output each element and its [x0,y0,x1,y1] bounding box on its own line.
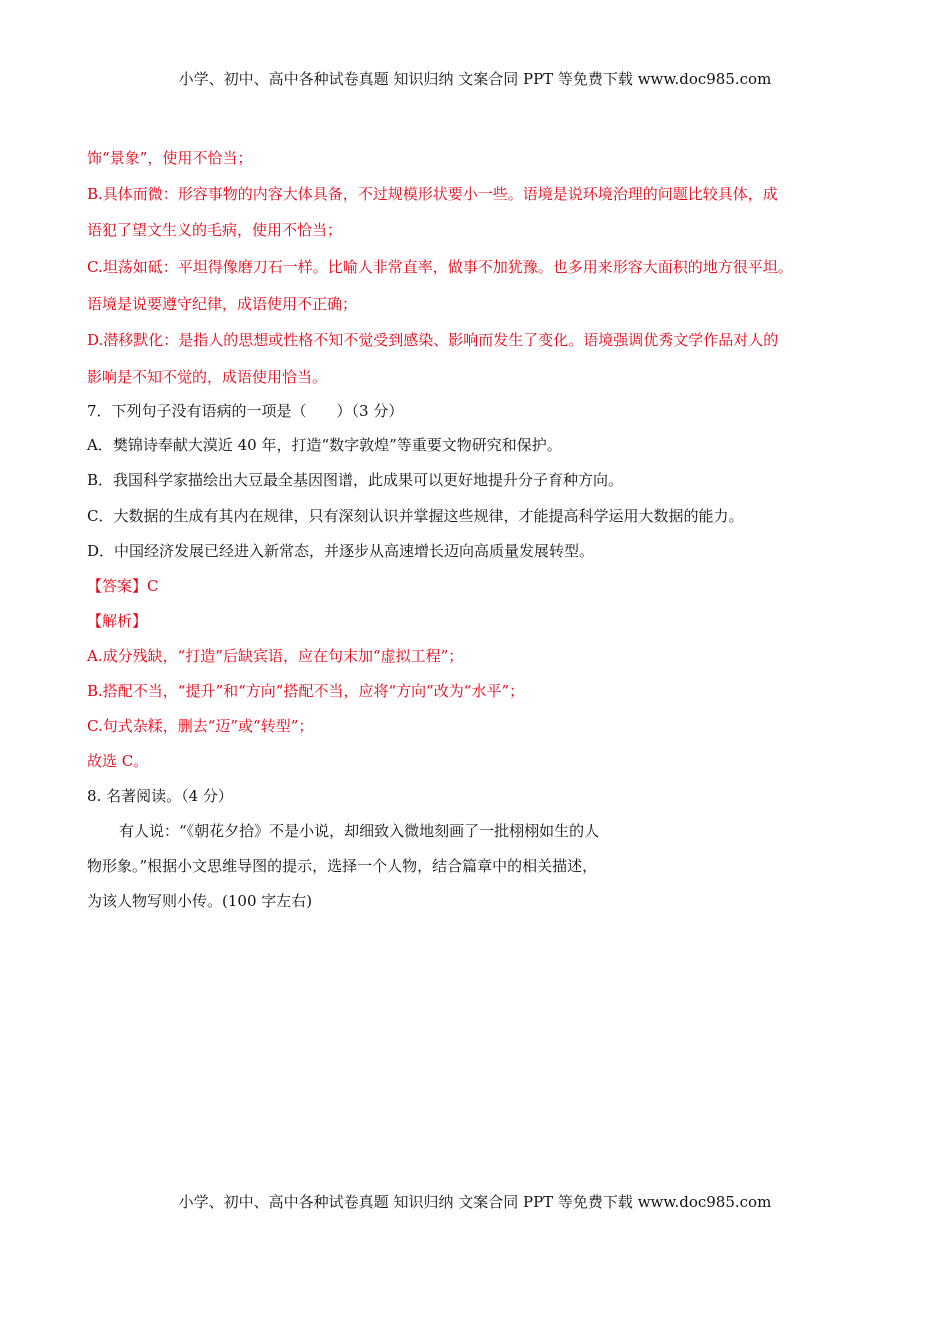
page-header: 小学、初中、高中各种试卷真题 知识归纳 文案合同 PPT 等免费下载 www.doc985.com [178,70,772,88]
option-d: D．中国经济发展已经进入新常态，并逐步从高速增长迈向高质量发展转型。 [87,542,595,560]
text-line: B.具体而微：形容事物的内容大体具备，不过规模形状要小一些。语境是说环境治理的问题比较具体，成 [87,185,778,203]
analysis-line: B.搭配不当，“提升”和“方向”搭配不当，应将“方向”改为“水平”； [87,682,525,700]
text-line: 饰“景象”，使用不恰当； [87,149,253,167]
passage-line: 为该人物写则小传。(100 字左右) [87,892,313,910]
answer-label: 【答案】C [87,577,159,595]
analysis-label: 【解析】 [87,612,148,630]
passage-line: 物形象。”根据小文思维导图的提示，选择一个人物，结合篇章中的相关描述， [87,857,598,875]
passage-line: 有人说：“《朝花夕拾》不是小说，却细致入微地刻画了一批栩栩如生的人 [119,822,600,840]
text-line: C.坦荡如砥：平坦得像磨刀石一样。比喻人非常直率，做事不加犹豫。也多用来形容大面积的地方很平坦。 [87,258,793,276]
question-8: 8. 名著阅读。（4 分） [87,787,233,805]
text-line: 影响是不知不觉的，成语使用恰当。 [87,368,328,386]
text-line: D.潜移默化：是指人的思想或性格不知不觉受到感染、影响而发生了变化。语境强调优秀文学作品对人的 [87,331,779,349]
analysis-line: A.成分残缺，“打造”后缺宾语，应在句末加“虚拟工程”； [87,647,464,665]
question-7: 7．下列句子没有语病的一项是（ ）（3 分） [87,402,404,420]
text-line: 语犯了望文生义的毛病，使用不恰当； [87,221,343,239]
option-c: C．大数据的生成有其内在规律，只有深刻认识并掌握这些规律，才能提高科学运用大数据的能力。 [87,507,744,525]
analysis-line: 故选 C。 [87,752,149,770]
analysis-line: C.句式杂糅，删去“迈”或“转型”； [87,717,314,735]
text-line: 语境是说要遵守纪律，成语使用不正确； [87,295,358,313]
option-b: B．我国科学家描绘出大豆最全基因图谱，此成果可以更好地提升分子育种方向。 [87,471,624,489]
page-footer: 小学、初中、高中各种试卷真题 知识归纳 文案合同 PPT 等免费下载 www.doc985.com [178,1193,772,1211]
option-a: A．樊锦诗奉献大漠近 40 年，打造“数字敦煌”等重要文物研究和保护。 [87,436,562,454]
